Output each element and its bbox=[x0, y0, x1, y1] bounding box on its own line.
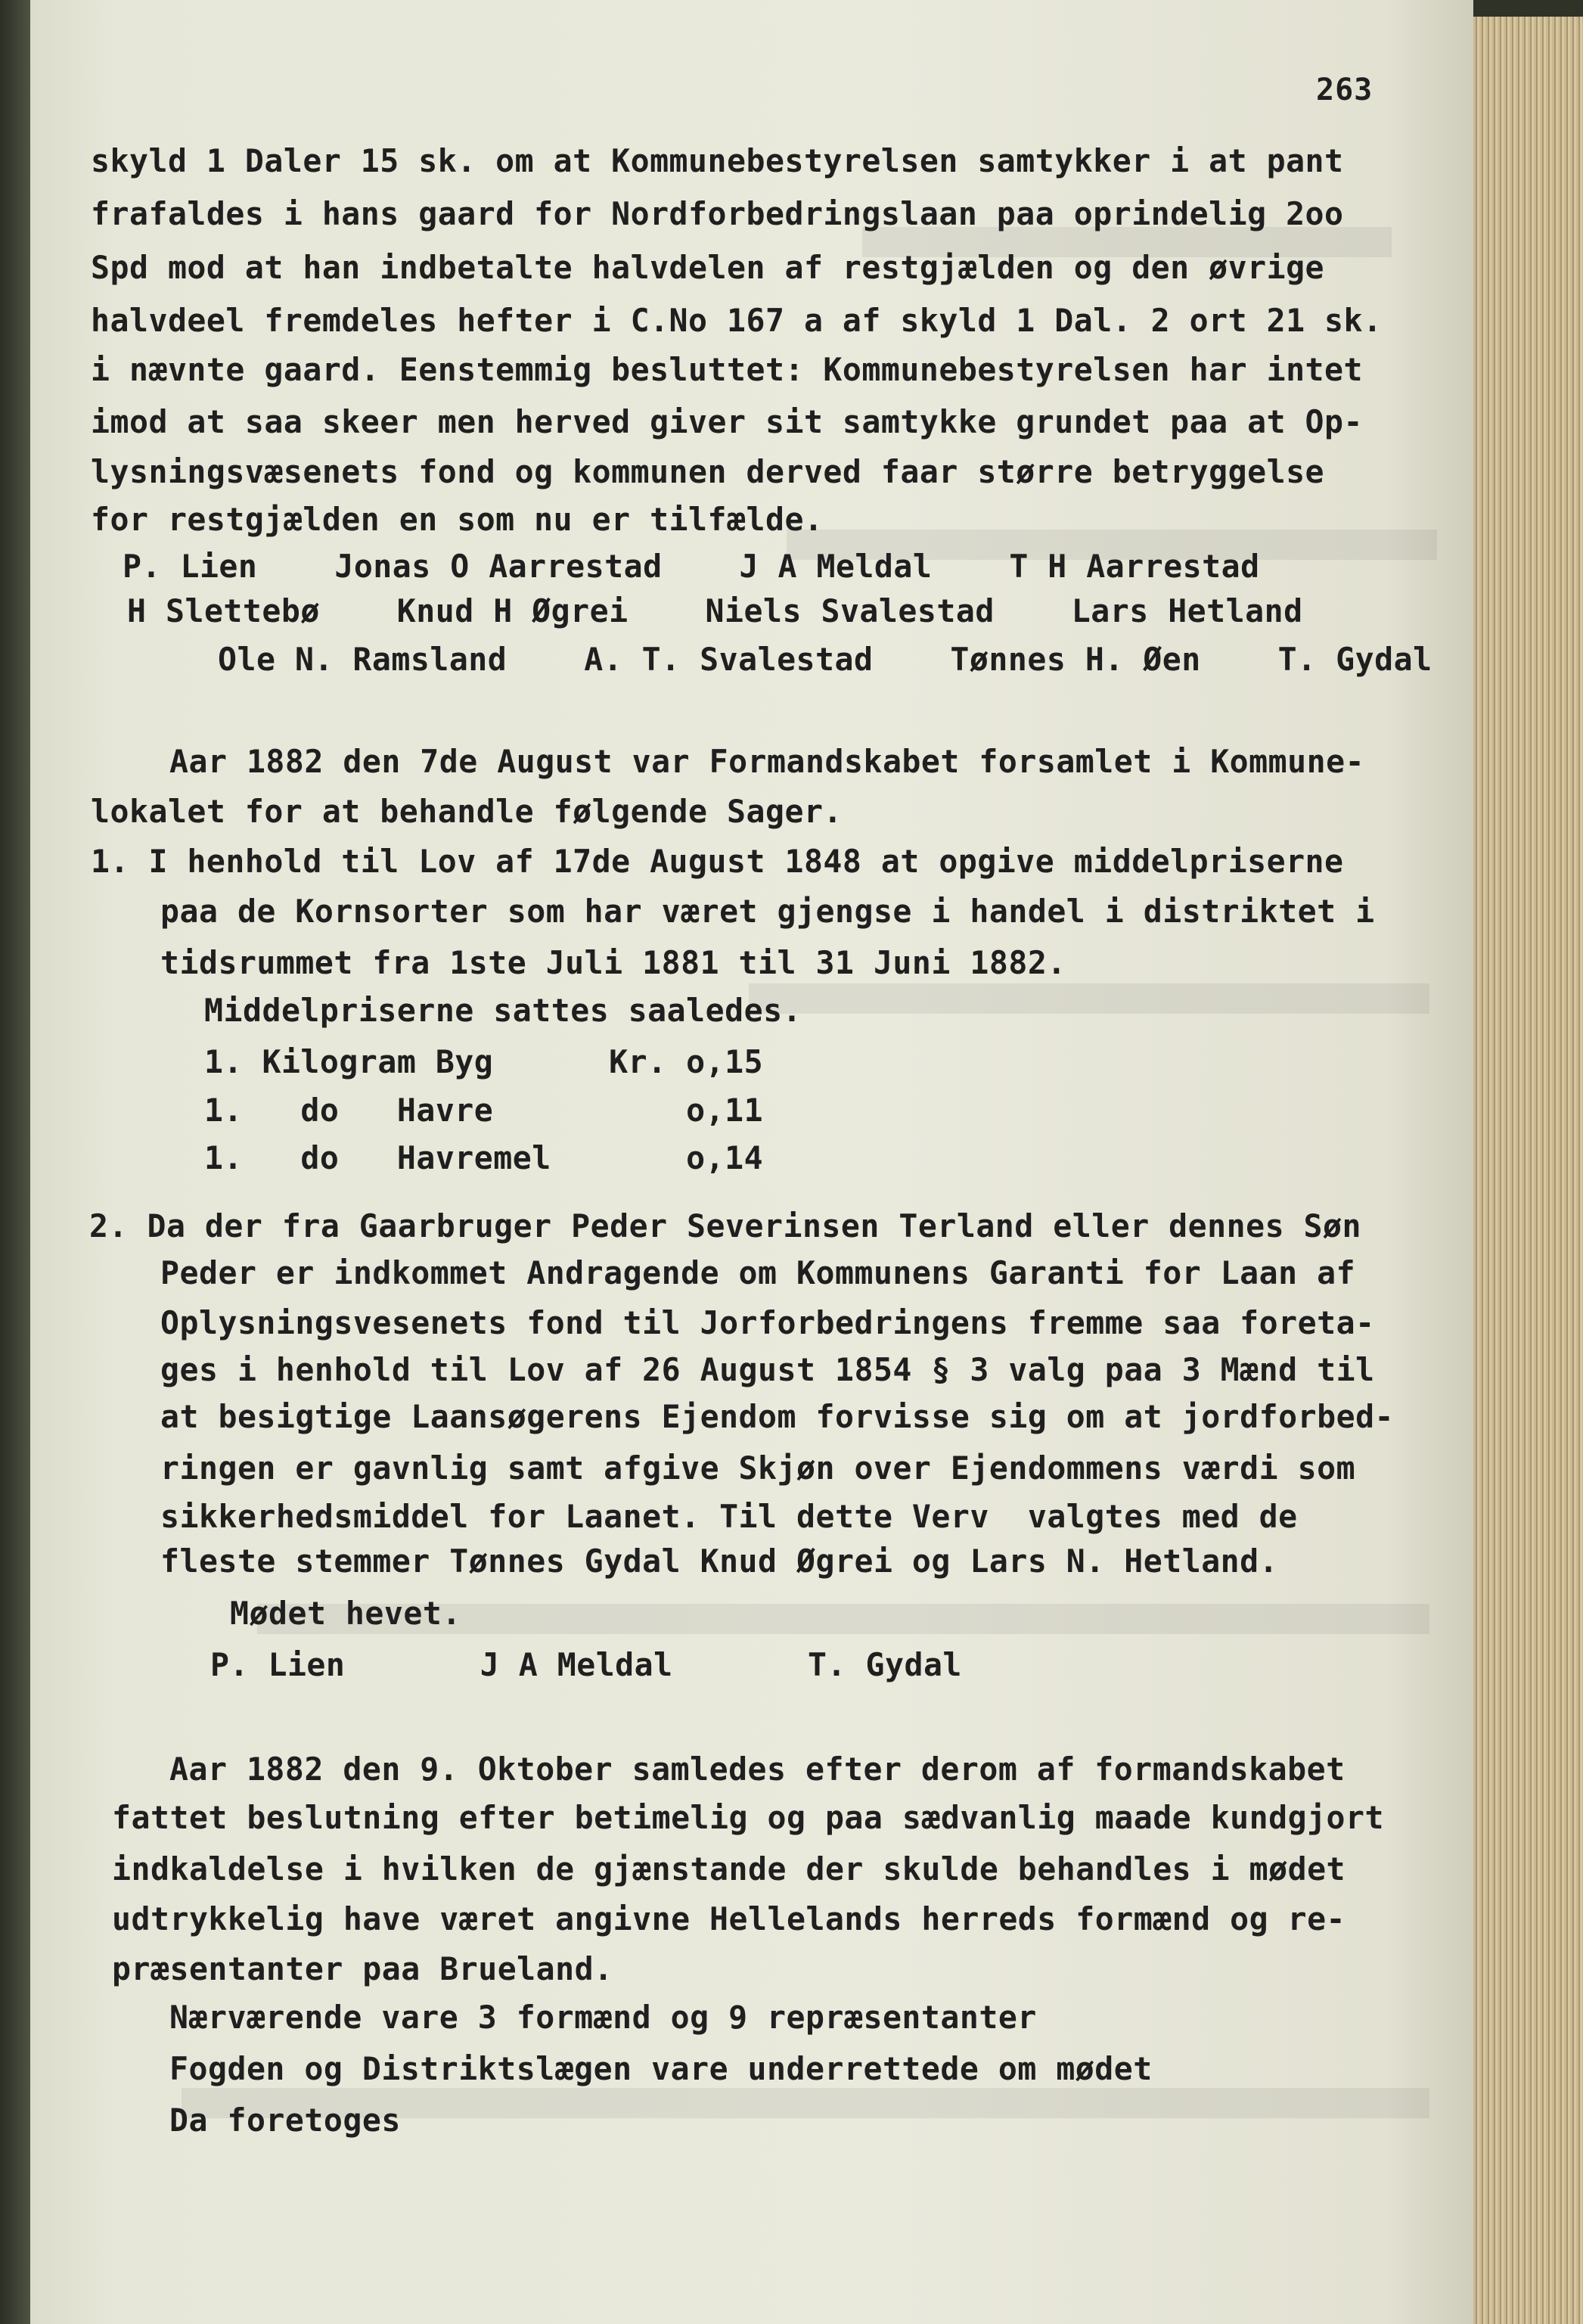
text-line: Mødet hevet. bbox=[230, 1595, 461, 1632]
text-line: halvdeel fremdeles hefter i C.No 167 a af skyld 1 Dal. 2 ort 21 sk. bbox=[91, 302, 1383, 339]
text-line: at besigtige Laansøgerens Ejendom forvisse sig om at jordforbed- bbox=[160, 1398, 1395, 1435]
page-number: 263 bbox=[1316, 73, 1373, 107]
signature-line: Ole N. Ramsland A. T. Svalestad Tønnes H. Øen T. Gydal bbox=[218, 641, 1432, 678]
book-page-edges bbox=[1473, 0, 1583, 2324]
text-line: tidsrummet fra 1ste Juli 1881 til 31 Juni 1882. bbox=[160, 944, 1066, 981]
price-row: 1. Kilogram Byg Kr. o,15 bbox=[204, 1043, 764, 1080]
text-line: indkaldelse i hvilken de gjænstande der skulde behandles i mødet bbox=[112, 1850, 1346, 1887]
text-line: for restgjælden en som nu er tilfælde. bbox=[91, 501, 824, 538]
text-line: fattet beslutning efter betimelig og paa sædvanlig maade kundgjort bbox=[112, 1799, 1385, 1836]
price-row: 1. do Havre o,11 bbox=[204, 1092, 764, 1129]
text-line: Middelpriserne sattes saaledes. bbox=[204, 992, 802, 1029]
text-line: Aar 1882 den 7de August var Formandskabet forsamlet i Kommune- bbox=[169, 743, 1365, 780]
text-line: frafaldes i hans gaard for Nordforbedringslaan paa oprindelig 2oo bbox=[91, 195, 1344, 232]
text-line: Nærværende vare 3 formænd og 9 repræsentanter bbox=[169, 1999, 1037, 2036]
bleed-through-shadow bbox=[749, 983, 1429, 1014]
text-line: ges i henhold til Lov af 26 August 1854 § 3 valg paa 3 Mænd til bbox=[160, 1351, 1375, 1388]
signature-line: P. Lien J A Meldal T. Gydal bbox=[210, 1646, 962, 1683]
text-line: 2. Da der fra Gaarbruger Peder Severinsen Terland eller dennes Søn bbox=[89, 1207, 1362, 1244]
text-line: Fogden og Distriktslægen vare underrettede om mødet bbox=[169, 2050, 1153, 2087]
signature-line: H Slettebø Knud H Øgrei Niels Svalestad Lars Hetland bbox=[127, 592, 1303, 629]
text-line: 1. I henhold til Lov af 17de August 1848 at opgive middelpriserne bbox=[91, 843, 1344, 880]
signature-line: P. Lien Jonas O Aarrestad J A Meldal T H Aarrestad bbox=[123, 548, 1260, 585]
text-line: præsentanter paa Brueland. bbox=[112, 1950, 613, 1987]
text-line: imod at saa skeer men herved giver sit samtykke grundet paa at Op- bbox=[91, 403, 1364, 440]
text-line: lysningsvæsenets fond og kommunen derved faar større betryggelse bbox=[91, 453, 1325, 490]
text-line: paa de Kornsorter som har været gjengse i handel i distriktet i bbox=[160, 893, 1375, 930]
text-line: Spd mod at han indbetalte halvdelen af restgjælden og den øvrige bbox=[91, 249, 1325, 286]
text-line: i nævnte gaard. Eenstemmig besluttet: Kommunebestyrelsen har intet bbox=[91, 351, 1364, 388]
text-line: skyld 1 Daler 15 sk. om at Kommunebestyrelsen samtykker i at pant bbox=[91, 142, 1344, 179]
text-line: ringen er gavnlig samt afgive Skjøn over Ejendommens værdi som bbox=[160, 1449, 1356, 1487]
price-row: 1. do Havremel o,14 bbox=[204, 1139, 764, 1176]
scan-background-top-right bbox=[1473, 0, 1583, 17]
document-page bbox=[30, 0, 1473, 2324]
text-line: sikkerhedsmiddel for Laanet. Til dette Verv valgtes med de bbox=[160, 1498, 1298, 1535]
text-line: fleste stemmer Tønnes Gydal Knud Øgrei og Lars N. Hetland. bbox=[160, 1543, 1279, 1580]
text-line: udtrykkelig have været angivne Hellelands herreds formænd og re- bbox=[112, 1900, 1346, 1937]
text-line: Da foretoges bbox=[169, 2102, 401, 2139]
text-line: lokalet for at behandle følgende Sager. bbox=[91, 793, 843, 830]
text-line: Aar 1882 den 9. Oktober samledes efter derom af formandskabet bbox=[169, 1751, 1346, 1788]
text-line: Oplysningsvesenets fond til Jorforbedringens fremme saa foreta- bbox=[160, 1304, 1375, 1341]
scan-background-left bbox=[0, 0, 30, 2324]
text-line: Peder er indkommet Andragende om Kommunens Garanti for Laan af bbox=[160, 1254, 1356, 1291]
